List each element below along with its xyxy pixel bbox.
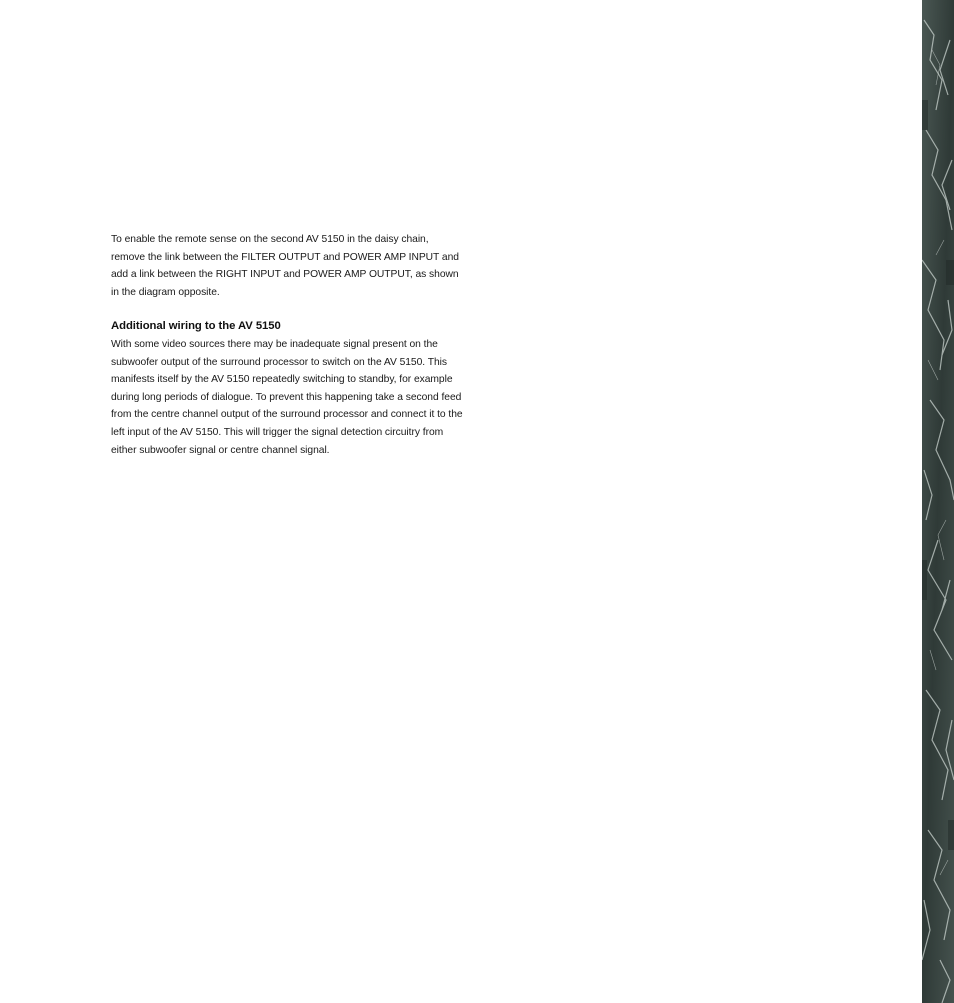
- text-column: [111, 231, 463, 459]
- section-heading: Additional wiring to the AV 5150: [111, 320, 281, 333]
- marble-texture-strip: [922, 0, 954, 1003]
- marble-texture-image: [922, 0, 954, 1003]
- intro-paragraph: To enable the remote sense on the second AV 5150 in the daisy chain, remove the link between the FILTER OUTPUT and POWER AMP INPUT and add a link between the RIGHT INPUT and POWER AMP OUTPUT, as shown in the diagram opposite.: [111, 234, 459, 298]
- section-paragraph: With some video sources there may be inadequate signal present on the subwoofer output of the surround processor to switch on the AV 5150. This manifests itself by the AV 5150 repeatedly switching to standby, for example during long periods of dialogue. To prevent this happening take a second feed from the centre channel output of the surround processor and connect it to the left input of the AV 5150. This will trigger the signal detection circuitry from either subwoofer signal or centre channel signal.: [111, 338, 463, 456]
